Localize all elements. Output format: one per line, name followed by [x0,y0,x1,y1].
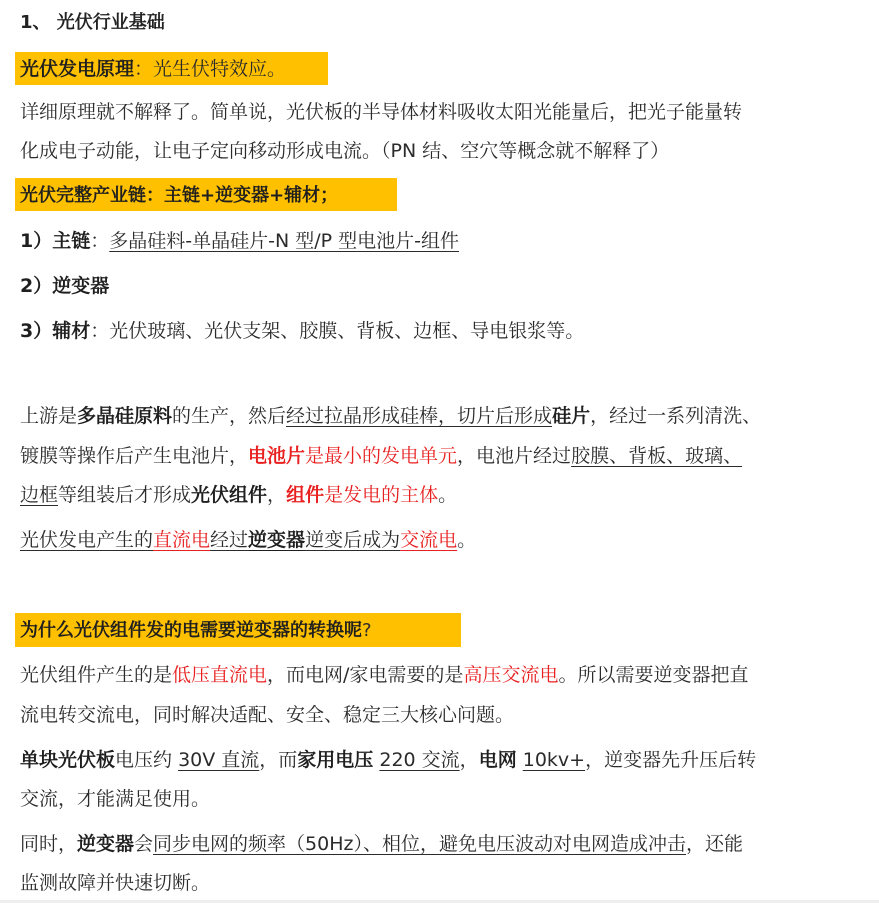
chain-item-label: 主链 [52,230,91,252]
principle-text: 光生伏特效应。 [153,58,287,80]
dc-conversion-line: 光伏发电产生的直流电经过逆变器逆变后成为交流电。 [20,529,477,551]
principle-line: 光伏发电原理：光生伏特效应。 [20,58,287,80]
section-heading: 1、 光伏行业基础 [20,12,165,33]
sync-line1: 同时，逆变器会同步电网的频率（50Hz）、相位，避免电压波动对电网造成冲击，还能 [20,833,744,855]
voltage-line2: 交流，才能满足使用。 [20,788,211,810]
principle-label: 光伏发电原理 [20,58,135,80]
upstream-line1: 上游是多晶硅原料的生产，然后经过拉晶形成硅棒，切片后形成硅片，经过一系列清洗、 [20,405,762,427]
why-detail-line1: 光伏组件产生的是低压直流电，而电网/家电需要的是高压交流电。所以需要逆变器把直 [20,664,749,686]
chain-item-auxiliary: 3）辅材：光伏玻璃、光伏支架、胶膜、背板、边框、导电银浆等。 [20,320,585,342]
why-detail-line2: 流电转交流电，同时解决适配、安全、稳定三大核心问题。 [20,704,515,726]
chain-item-inverter: 2）逆变器 [20,275,110,297]
principle-detail-line1: 详细原理就不解释了。简单说，光伏板的半导体材料吸收太阳光能量后，把光子能量转 [20,101,743,123]
chain-item-main: 1）主链：多晶硅料-单晶硅片-N 型/P 型电池片-组件 [20,230,459,252]
upstream-line3: 边框等组装后才形成光伏组件，组件是发电的主体。 [20,484,458,506]
chain-item-text: 光伏玻璃、光伏支架、胶膜、背板、边框、导电银浆等。 [109,320,585,342]
chain-item-label: 逆变器 [52,275,110,297]
why-title: 为什么光伏组件发的电需要逆变器的转换呢 [20,620,362,641]
chain-title: 光伏完整产业链：主链+逆变器+辅材； [20,185,339,206]
principle-detail-line2: 化成电子动能，让电子定向移动形成电流。（PN 结、空穴等概念就不解释了） [20,140,670,162]
why-title-line: 为什么光伏组件发的电需要逆变器的转换呢? [20,620,372,641]
voltage-line1: 单块光伏板电压约 30V 直流，而家用电压 220 交流，电网 10kv+，逆变器先升压后转 [20,749,757,771]
chain-item-label: 辅材 [52,320,91,342]
upstream-line2: 镀膜等操作后产生电池片，电池片是最小的发电单元，电池片经过胶膜、背板、玻璃、 [20,445,743,467]
sync-line2: 监测故障并快速切断。 [20,872,211,894]
chain-item-text: 多晶硅料-单晶硅片-N 型/P 型电池片-组件 [109,230,459,252]
